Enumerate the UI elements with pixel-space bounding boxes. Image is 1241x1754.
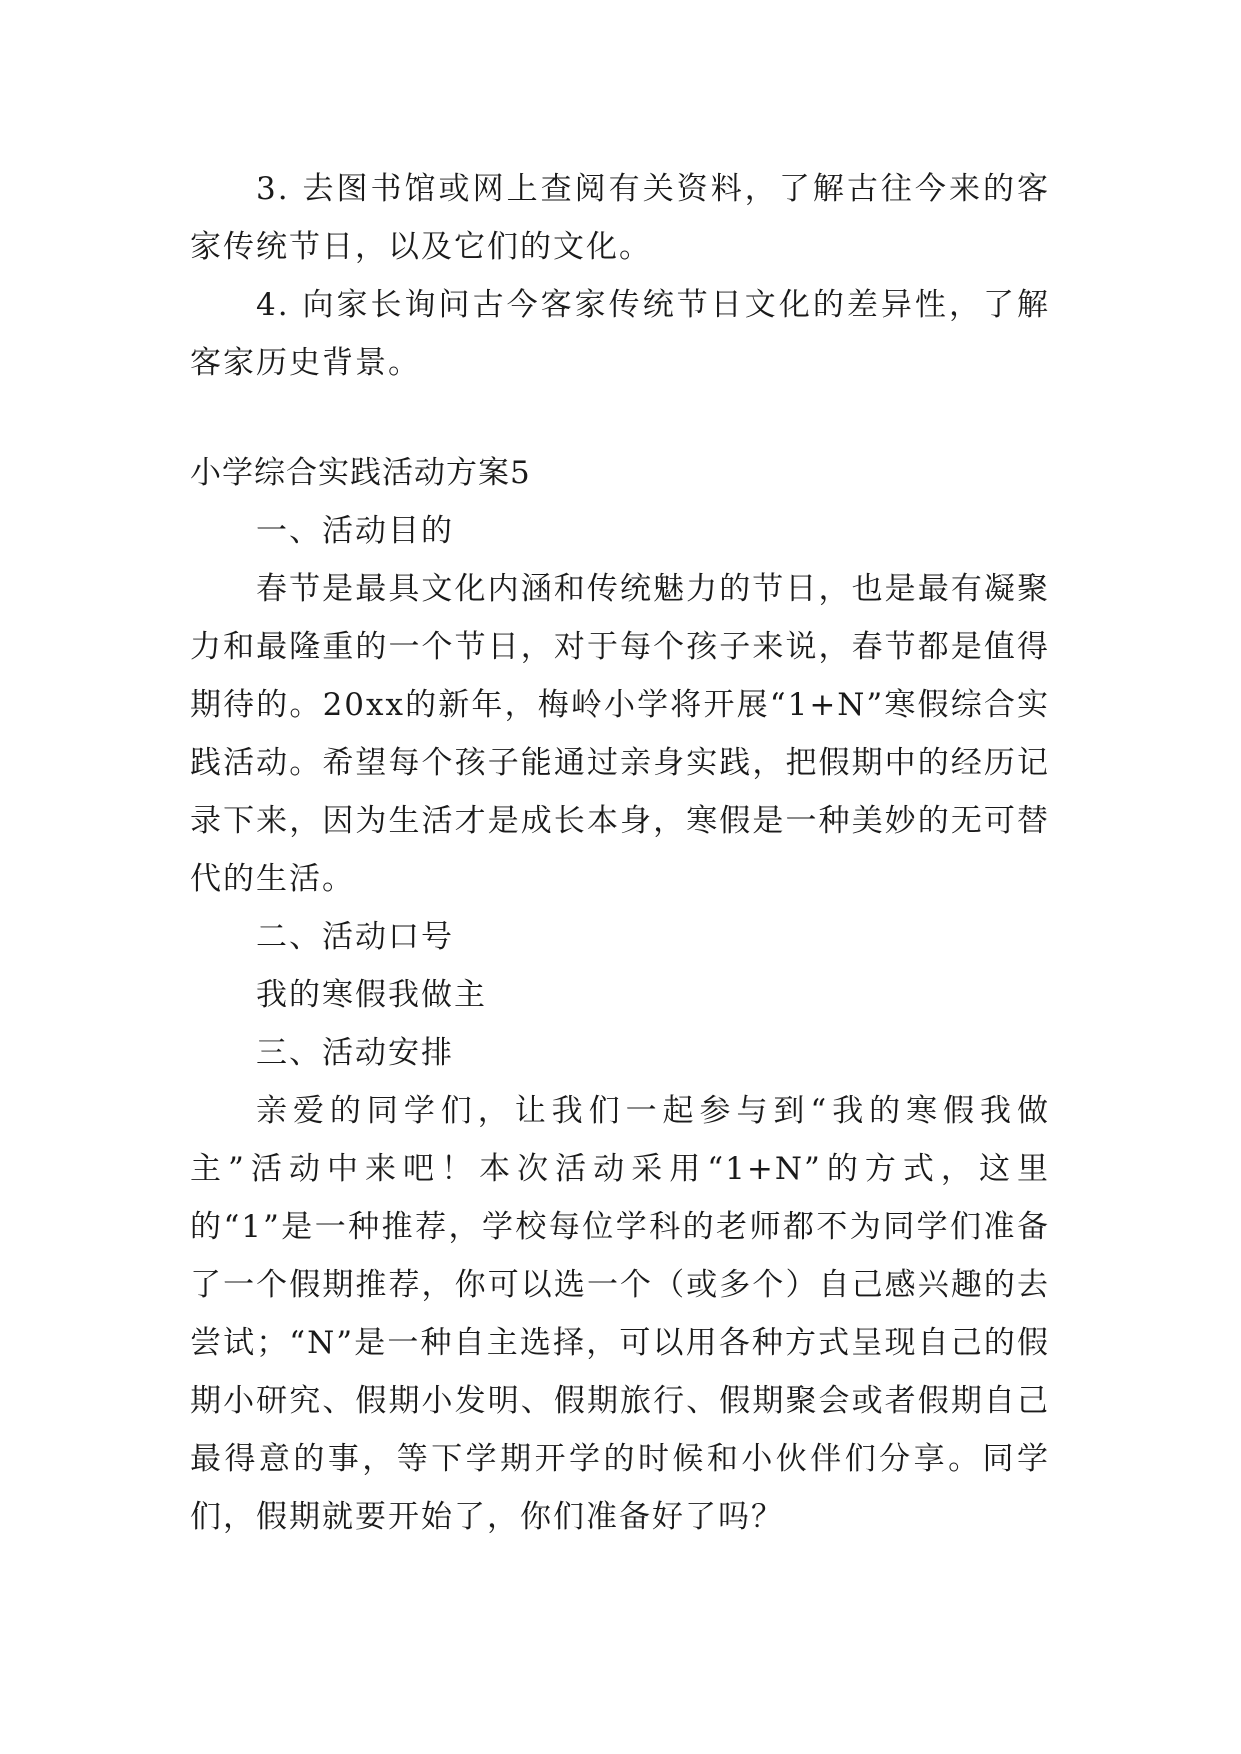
arrangement-paragraph: 亲爱的同学们，让我们一起参与到“我的寒假我做主”活动中来吧！本次活动采用“1+N”的方式，这里的“1”是一种推荐，学校每位学科的老师都不为同学们准备了一个假期推荐，你可以选一个（或多个）自己感兴趣的去尝试；“N”是一种自主选择，可以用各种方式呈现自己的假期小研究、假期小发明、假期旅行、假期聚会或者假期自己最得意的事，等下学期开学的时候和小伙伴们分享。同学们，假期就要开始了，你们准备好了吗？ bbox=[190, 1093, 1050, 1535]
section-title: 小学综合实践活动方案5 bbox=[190, 455, 531, 491]
heading-activity-arrangement: 三、活动安排 bbox=[256, 1035, 454, 1071]
heading-activity-slogan: 二、活动口号 bbox=[256, 919, 454, 955]
paragraph-item-3: 3. 去图书馆或网上查阅有关资料，了解古往今来的客家传统节日，以及它们的文化。 bbox=[190, 171, 1050, 265]
purpose-paragraph: 春节是最具文化内涵和传统魅力的节日，也是最有凝聚力和最隆重的一个节日，对于每个孩子来说，春节都是值得期待的。20xx的新年，梅岭小学将开展“1+N”寒假综合实践活动。希望每个孩子能通过亲身实践，把假期中的经历记录下来，因为生活才是成长本身，寒假是一种美妙的无可替代的生活。 bbox=[190, 571, 1050, 897]
heading-activity-purpose: 一、活动目的 bbox=[256, 513, 454, 549]
slogan-text: 我的寒假我做主 bbox=[256, 977, 487, 1013]
paragraph-item-4: 4. 向家长询问古今客家传统节日文化的差异性，了解客家历史背景。 bbox=[190, 287, 1050, 381]
document-body bbox=[190, 160, 1050, 1546]
